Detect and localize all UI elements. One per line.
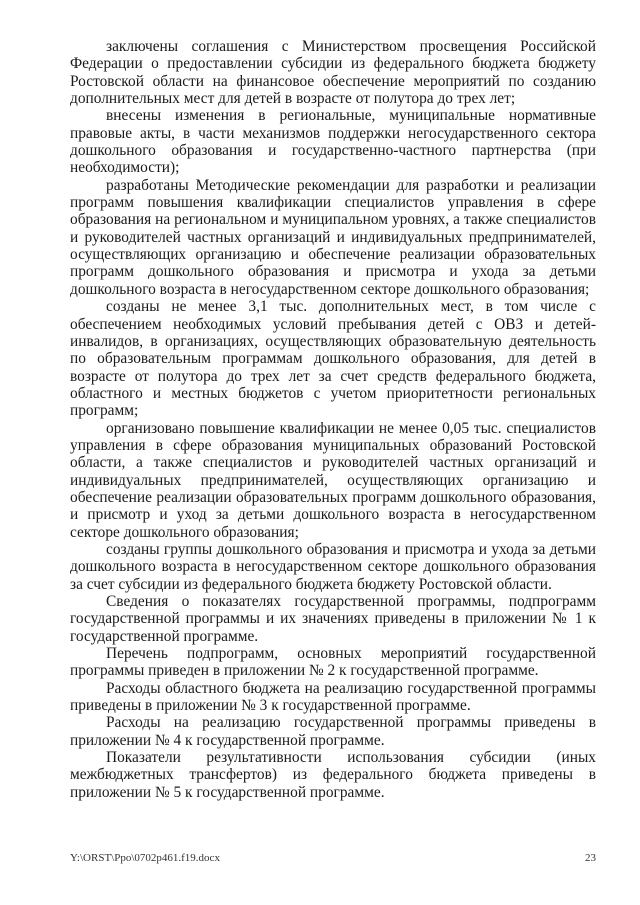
file-path: Y:\ORST\Ppo\0702p461.f19.docx	[70, 852, 220, 864]
paragraph-appendix-1: Сведения о показателях государственной программы, подпрограмм государственной программы и их значениях приведены в приложении № 1 к государственной программе.	[70, 593, 596, 645]
paragraph-appendix-4: Расходы на реализацию государственной программы приведены в приложении № 4 к государственной программе.	[70, 714, 596, 749]
paragraph-appendix-5: Показатели результативности использования субсидии (иных межбюджетных трансфертов) из федерального бюджета приведены в приложении № 5 к государственной программе.	[70, 749, 596, 801]
page-number: 23	[585, 852, 596, 864]
paragraph-training: организовано повышение квалификации не менее 0,05 тыс. специалистов управления в сфере образования муниципальных образований Ростовской области, а также специалистов и руководителей частных организаций и индивидуальных предпринимателей, осуществляющих организацию и обеспечение реализации образовательных программ дошкольного образования, и присмотр и уход за детьми дошкольного возраста в негосударственном секторе дошкольного образования;	[70, 419, 596, 541]
paragraph-new-places: созданы не менее 3,1 тыс. дополнительных мест, в том числе с обеспечением необходимых условий пребывания детей с ОВЗ и детей-инвалидов, в организациях, осуществляющих образовательную деятельность по образовательным программам дошкольного образования, для детей в возрасте от полутора до трех лет за счет средств федерального бюджета, областного и местных бюджетов с учетом приоритетности региональных программ;	[70, 298, 596, 420]
paragraph-guidelines: разработаны Методические рекомендации для разработки и реализации программ повышения квалификации специалистов управления в сфере образования на региональном и муниципальном уровнях, а также специалистов и руководителей частных организаций и индивидуальных предпринимателей, осуществляющих организацию и обеспечение реализации образовательных программ дошкольного образования и присмотра и ухода за детьми дошкольного возраста в негосударственном секторе дошкольного образования;	[70, 176, 596, 298]
body-text	[70, 38, 596, 801]
paragraph-regulations: внесены изменения в региональные, муниципальные нормативные правовые акты, в части механизмов поддержки негосударственного сектора дошкольного образования и государственно-частного партнерства (при необходимости);	[70, 107, 596, 177]
paragraph-appendix-3: Расходы областного бюджета на реализацию государственной программы приведены в приложении № 3 к государственной программе.	[70, 679, 596, 715]
paragraph-agreements: заключены соглашения с Министерством просвещения Российской Федерации о предоставлении субсидии из федерального бюджета бюджету Ростовской области на финансовое обеспечение мероприятий по созданию дополнительных мест для детей в возрасте от полутора до трех лет;	[70, 38, 596, 108]
paragraph-appendix-2: Перечень подпрограмм, основных мероприятий государственной программы приведен в приложении № 2 к государственной программе.	[70, 645, 596, 680]
paragraph-groups: созданы группы дошкольного образования и присмотра и ухода за детьми дошкольного возраста в негосударственном секторе дошкольного образования за счет субсидии из федерального бюджета бюджету Ростовской области.	[70, 540, 596, 593]
